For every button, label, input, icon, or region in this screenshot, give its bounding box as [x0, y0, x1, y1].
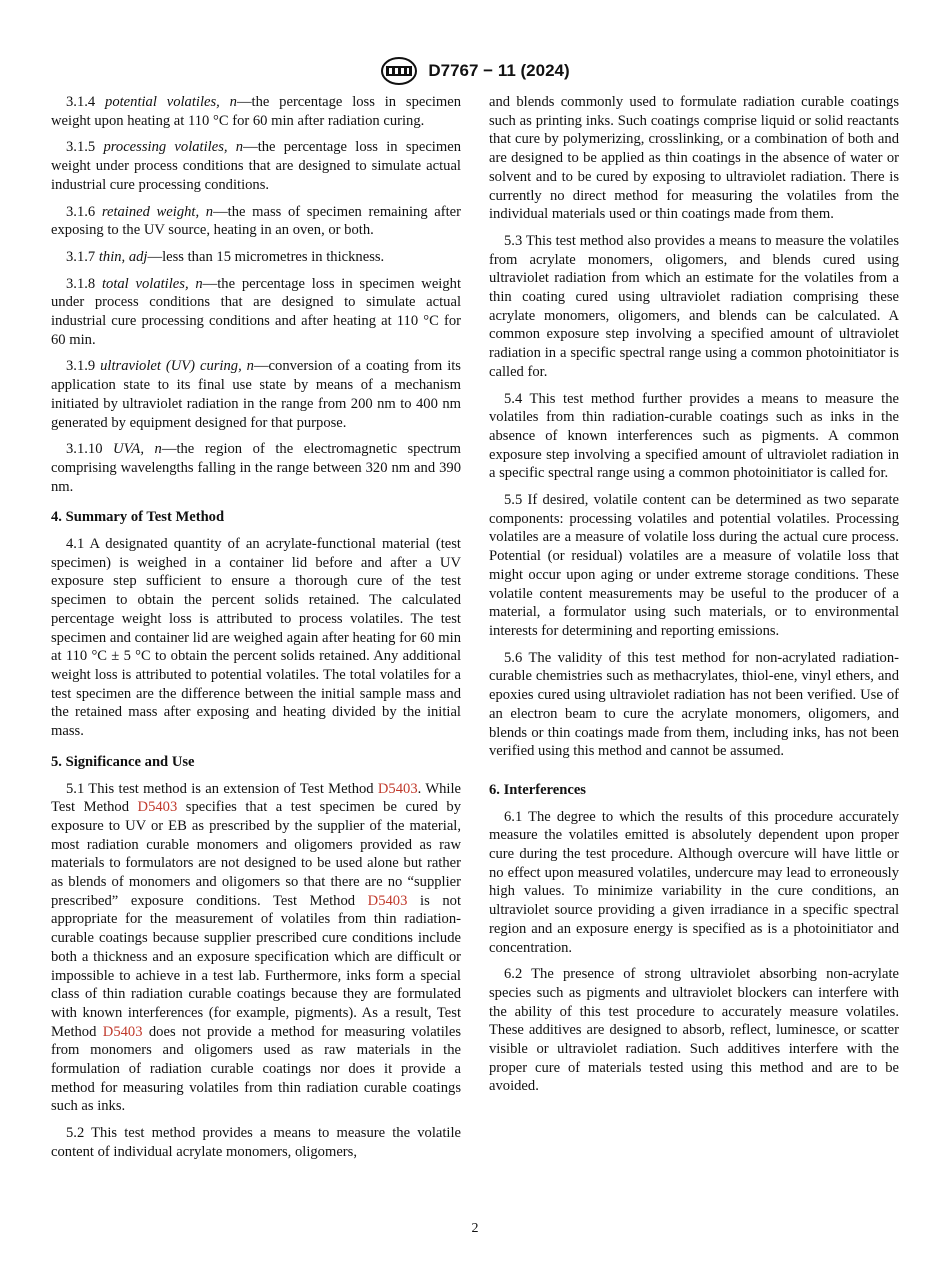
astm-logo-icon	[380, 56, 418, 86]
left-column	[51, 93, 461, 1170]
paragraph-5-2-start: 5.2 This test method provides a means to measure the volatile content of individual acrylate monomers, oligomers,	[51, 1125, 461, 1160]
paragraph-5-6: 5.6 The validity of this test method for non-acrylated radiation-curable chemistries such as methacrylates, thiol-ene, vinyl ethers, and epoxies cured using ultraviolet radiation has not been verified. Use of an electron beam to cure the acrylate monomers, oligomers, and blends or thin coatings made from them, including inks, has not been verified using this method and cannot be assumed.	[489, 649, 899, 760]
paragraph-5-3: 5.3 This test method also provides a means to measure the volatiles from acrylate monomers, oligomers, and blends cured using ultraviolet radiation from which an estimate for the volatiles from a thin coating cured using ultraviolet radiation comprising these acrylate monomers, oligomers, and blends can be calculated. A common exposure step involving a specified amount of ultraviolet radiation in a specific spectral range using a common photoinitiator is called for.	[489, 232, 899, 380]
d5403-link[interactable]: D5403	[102, 1023, 143, 1040]
definition-3-1-5: 3.1.5 processing volatiles, n—the percentage loss in specimen weight under process conditions that are designed to simulate actual industrial cure processing conditions.	[51, 139, 461, 193]
standard-designation: D7767 − 11 (2024)	[428, 61, 570, 80]
page-header	[0, 56, 950, 86]
section-4-heading: 4. Summary of Test Method	[51, 509, 225, 526]
paragraph-6-2: 6.2 The presence of strong ultraviolet absorbing non-acrylate species such as pigments and ultraviolet blockers can interfere with the ability of this test procedure to accurately measure volatiles. These additives are designed to absorb, reflect, luminesce, or scatter visible or ultraviolet radiation. Such additives interfere with the proper cure of materials tested using this method and are to be avoided.	[489, 966, 899, 1095]
definition-3-1-10: 3.1.10 UVA, n—the region of the electromagnetic spectrum comprising wavelengths falling in the range between 320 nm and 390 nm.	[51, 441, 461, 495]
definition-3-1-7: 3.1.7 thin, adj—less than 15 micrometres in thickness.	[66, 248, 385, 265]
section-5-heading: 5. Significance and Use	[51, 753, 195, 770]
definition-3-1-9: 3.1.9 ultraviolet (UV) curing, n—conversion of a coating from its application state to its final use state by means of a mechanism initiated by ultraviolet radiation in the range from 200 nm to 400 nm generated by equipment designed for that purpose.	[51, 358, 461, 431]
right-column	[489, 93, 899, 1104]
paragraph-6-1: 6.1 The degree to which the results of this procedure accurately measure the volatiles emitted is absolutely dependent upon proper cure during the test procedure. Although overcure will have little or no effect upon measured volatiles, undercure may lead to erroneously high values. To minimize variability in the cure conditions, an ultraviolet source providing a given irradiance in a specific spectral region and an exposure energy is specified as is a photoinitiator and concentration.	[489, 808, 899, 956]
definition-3-1-6: 3.1.6 retained weight, n—the mass of specimen remaining after exposing to the UV source, heating in an oven, or both.	[51, 203, 462, 239]
d5403-link[interactable]: D5403	[377, 780, 418, 797]
page-number: 2	[471, 1221, 479, 1236]
definition-3-1-8: 3.1.8 total volatiles, n—the percentage loss in specimen weight under process conditions that are designed to simulate actual industrial cure processing conditions and after heating at 110 °C for 60 min.	[51, 275, 462, 348]
definition-3-1-4: 3.1.4 potential volatiles, n—the percentage loss in specimen weight upon heating at 110 °C for 60 min after radiation curing.	[51, 94, 461, 129]
paragraph-5-4: 5.4 This test method further provides a means to measure the volatiles from thin radiation-curable coatings such as inks in the absence of known interferences such as pigments. A common exposure step involving a specified amount of ultraviolet radiation in a specific spectral range using a common photoinitiator is called for.	[489, 390, 899, 482]
paragraph-5-1: 5.1 This test method is an extension of Test Method D5403. While Test Method D5403 specifies that a test specimen be cured by exposure to UV or EB as prescribed by the supplier of the material, most radiation curable monomers and oligomers provided as raw materials to formulators are not designed to be used alone but rather as blends of monomers and oligomers so that there are no “supplier prescribed” exposure conditions. Test Method D5403 is not appropriate for the measurement of volatiles from thin radiation-curable coatings because supplier prescribed cure conditions include both a thickness and an exposure specification which are difficult or impossible to achieve in a test lab. Furthermore, inks form a special class of thin radiation curable coatings because they are formulated with known interferences (for example, pigments). As a result, Test Method D5403 does not provide a method for measuring volatiles from monomers and oligomers used as raw materials in the formulation of radiation curable coatings nor does it provide a method for measuring volatiles from thin radiation curable coatings such as inks.	[51, 780, 462, 1115]
section-6-heading: 6. Interferences	[489, 781, 586, 798]
d5403-link[interactable]: D5403	[137, 799, 178, 816]
paragraph-5-2-continued: and blends commonly used to formulate radiation curable coatings such as printing inks. Such coatings comprise liquid or solid reactants that cure by polymerizing, crosslinking, or a combination of both and are designed to be applied as thin coatings in the absence of water or solvent and to be cured by exposing to ultraviolet radiation. There is currently no direct method for measuring the volatiles from the individual materials used or thin coatings made from them.	[489, 94, 899, 223]
d5403-link[interactable]: D5403	[367, 892, 408, 909]
paragraph-4-1: 4.1 A designated quantity of an acrylate-functional material (test specimen) is weighed in a container lid before and after a UV exposure step sufficient to ensure a thorough cure of the test specimen to obtain the percent solids retained. The calculated percentage weight loss is attributed to process volatiles. The test specimen and container lid are weighed again after heating for 60 min at 110 °C ± 5 °C to obtain the percent solids retained. Any additional weight loss is attributed to potential volatiles. The total volatiles for a test specimen are the difference between the initial sample mass and the retained mass after exposing and heating divided by the initial mass.	[51, 536, 461, 740]
paragraph-5-5: 5.5 If desired, volatile content can be determined as two separate components: processing volatiles and potential volatiles. Processing volatiles are a measure of volatile loss during the actual cure process. Potential (or residual) volatiles are a measure of volatile loss that might occur upon aging or under extreme storage conditions. These volatile content measurements may be useful to the producer of a material, a formulator using such materials, or to environmental interests for determining and reporting emissions.	[489, 492, 899, 639]
